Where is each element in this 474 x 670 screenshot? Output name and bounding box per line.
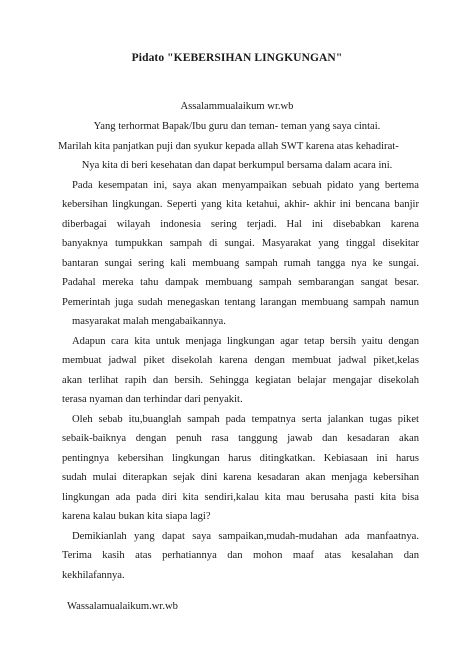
speech-title: Pidato "KEBERSIHAN LINGKUNGAN" <box>131 52 343 64</box>
body-line: membuat jadwal piket disekolah karena dengan membuat jadwal piket,kelas <box>62 355 419 366</box>
body-line: Demikianlah yang dapat saya sampaikan,mudah-mudahan ada manfaatnya. <box>72 531 419 542</box>
body-line: masyarakat malah mengabaikannya. <box>72 316 226 327</box>
body-line: pentingnya kebersihan lingkungan harus ditingkatkan. Kebiasaan ini harus <box>62 453 419 464</box>
body-line: bantaran sungai sering kali membuang sampah rumah tangga nya ke sungai. <box>62 258 419 269</box>
body-line: sudah mulai diterapkan sejak dini karena kesadaran akan menjaga kebersihan <box>62 472 419 483</box>
body-line: lingkungan ada pada diri kita sendiri,kalau kita mau berusaha pasti kita bisa <box>62 492 419 503</box>
body-line: Padahal mereka tahu dampak membuang sampah sembarangan sangat besar. <box>62 277 419 288</box>
body-line: diberbagai wilayah indonesia sering terjadi. Hal ini disebabkan karena <box>62 219 419 230</box>
body-line: terasa nyaman dan terhindar dari penyakit. <box>62 394 243 405</box>
body-line: Oleh sebab itu,buanglah sampah pada tempatnya serta jalankan tugas piket <box>72 414 419 425</box>
body-line: Pemerintah juga sudah menegaskan tentang larangan membuang sampah namun <box>62 297 419 308</box>
opening-line: Nya kita di beri kesehatan dan dapat berkumpul bersama dalam acara ini. <box>81 160 393 171</box>
body-line: Pada kesempatan ini, saya akan menyampaikan sebuah pidato yang bertema <box>72 180 419 191</box>
closing-salutation: Wassalamualaikum.wr.wb <box>67 601 178 612</box>
body-line: Adapun cara kita untuk menjaga lingkungan agar tetap bersih yaitu dengan <box>72 336 419 347</box>
body-line: akan terlihat rapih dan bersih. Sehingga kegiatan belajar mengajar disekolah <box>62 375 419 386</box>
body-line: kekhilafannya. <box>62 570 125 581</box>
body-line: banyaknya tumpukkan sampah di sungai. Masyarakat yang tinggal disekitar <box>62 238 419 249</box>
body-line: sebaik-baiknya dengan penuh rasa tanggung jawab dan kesadaran akan <box>62 433 419 444</box>
opening-line: Marilah kita panjatkan puji dan syukur kepada allah SWT karena atas kehadirat- <box>58 141 399 152</box>
body-line: Terima kasih atas perhatiannya dan mohon maaf atas kesalahan dan <box>62 550 419 561</box>
greeting: Assalammualaikum wr.wb <box>180 101 294 112</box>
body-line: karena kalau bukan kita siapa lagi? <box>62 511 211 522</box>
body-line: kebersihan lingkungan. Seperti yang kita ketahui, akhir- akhir ini bencana banjir <box>62 199 419 210</box>
opening-line: Yang terhormat Bapak/Ibu guru dan teman- teman yang saya cintai. <box>93 121 381 132</box>
